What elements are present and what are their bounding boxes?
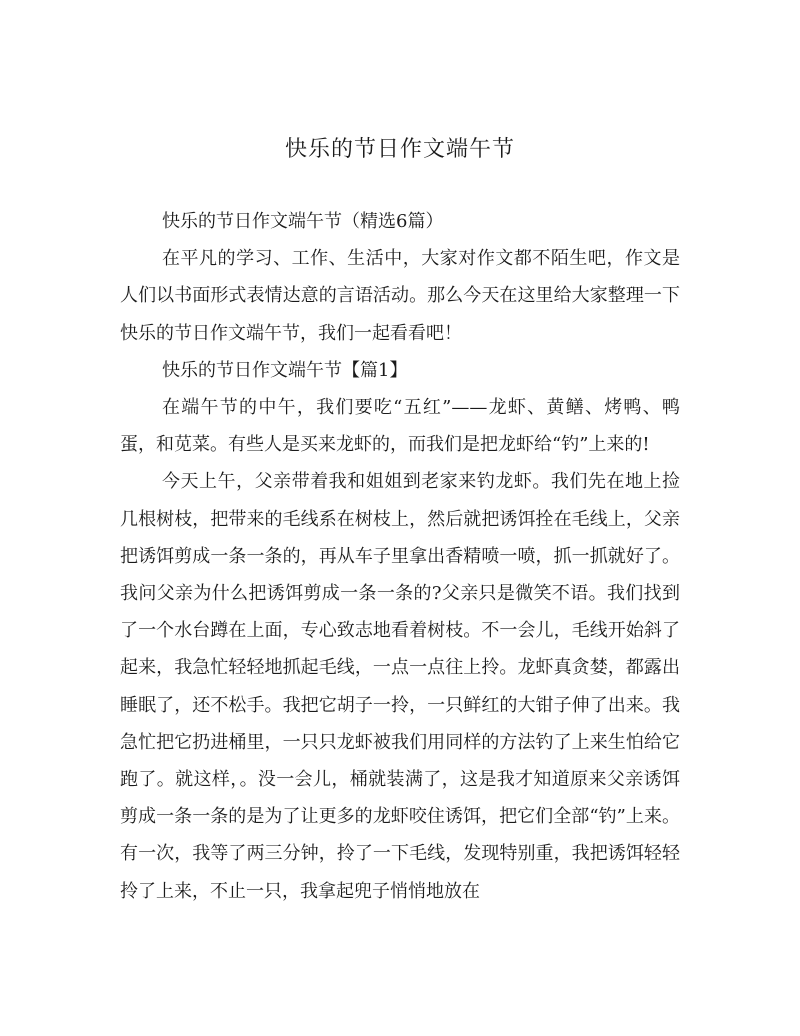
section-heading: 快乐的节日作文端午节【篇1】 (162, 359, 408, 381)
body-paragraph: 今天上午，父亲带着我和姐姐到老家来钓龙虾。我们先在地上捡几根树枝，把带来的毛线系在树枝上，然后就把诱饵拴在毛线上，父亲把诱饵剪成一条一条的，再从车子里拿出香精喷一喷，抓一抓就好了。我问父亲为什么把诱饵剪成一条一条的?父亲只是微笑不语。我们找到了一个水台蹲在上面，专心致志地看着树枝。不一会儿，毛线开始斜了起来，我急忙轻轻地抓起毛线，一点一点往上拎。龙虾真贪婪，都露出睡眠了，还不松手。我把它胡子一拎，一只鲜红的大钳子伸了出来。我急忙把它扔进桶里，一只只龙虾被我们用同样的方法钓了上来生怕给它跑了。就这样，。没一会儿，桶就装满了，这是我才知道原来父亲诱饵剪成一条一条的是为了让更多的龙虾咬住诱饵，把它们全部“钓”上来。有一次，我等了两三分钟，拎了一下毛线，发现特别重，我把诱饵轻轻拎了上来，不止一只，我拿起兜子悄悄地放在 (120, 471, 680, 902)
document-body (120, 203, 680, 910)
body-paragraph: 在端午节的中午，我们要吃“五红”——龙虾、黄鳝、烤鸭、鸭蛋，和苋菜。有些人是买来龙虾的，而我们是把龙虾给“钓”上来的! (120, 397, 680, 456)
subtitle-paragraph: 快乐的节日作文端午节（精选6篇） (162, 211, 444, 232)
document-title: 快乐的节日作文端午节 (284, 137, 515, 162)
intro-paragraph: 在平凡的学习、工作、生活中，大家对作文都不陌生吧，作文是人们以书面形式表情达意的言语活动。那么今天在这里给大家整理一下快乐的节日作文端午节，我们一起看看吧！ (120, 248, 680, 344)
